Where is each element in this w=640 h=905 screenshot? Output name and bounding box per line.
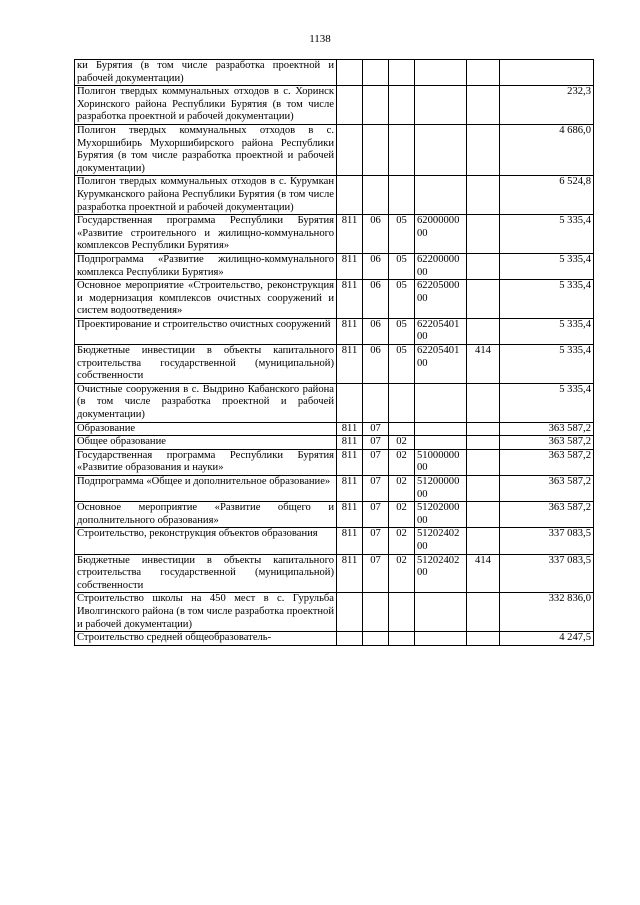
row-expense-type <box>467 422 500 436</box>
row-expense-type <box>467 60 500 86</box>
row-grbs: 811 <box>337 528 363 554</box>
row-subsection: 02 <box>389 554 415 593</box>
table-row <box>75 383 594 422</box>
row-subsection <box>389 632 415 646</box>
row-section <box>363 60 389 86</box>
table-row <box>75 502 594 528</box>
row-grbs <box>337 383 363 422</box>
row-target-article <box>415 383 467 422</box>
row-subsection <box>389 176 415 215</box>
table-row <box>75 176 594 215</box>
row-name: Основное мероприятие «Строительство, реконструкция и модернизация комплексов очистных сооружений и систем водоотведения» <box>75 280 337 319</box>
row-target-article <box>415 124 467 175</box>
row-amount: 5 335,4 <box>500 253 594 279</box>
row-section: 07 <box>363 502 389 528</box>
row-amount: 363 587,2 <box>500 449 594 475</box>
row-subsection <box>389 422 415 436</box>
table-row <box>75 60 594 86</box>
row-grbs: 811 <box>337 476 363 502</box>
row-amount <box>500 60 594 86</box>
row-name: ки Бурятия (в том числе разработка проектной и рабочей документации) <box>75 60 337 86</box>
table-row <box>75 476 594 502</box>
row-section: 07 <box>363 436 389 450</box>
row-target-article: 5120200000 <box>415 502 467 528</box>
row-name: Подпрограмма «Общее и дополнительное образование» <box>75 476 337 502</box>
row-grbs: 811 <box>337 215 363 254</box>
row-subsection: 02 <box>389 528 415 554</box>
row-subsection <box>389 124 415 175</box>
row-section <box>363 632 389 646</box>
row-grbs <box>337 124 363 175</box>
row-amount: 337 083,5 <box>500 554 594 593</box>
row-target-article: 6220000000 <box>415 253 467 279</box>
row-section <box>363 86 389 125</box>
row-name: Очистные сооружения в с. Выдрино Кабанского района (в том числе разработка проектной и рабочей документации) <box>75 383 337 422</box>
row-grbs <box>337 86 363 125</box>
row-amount: 5 335,4 <box>500 345 594 384</box>
row-grbs: 811 <box>337 436 363 450</box>
row-section: 06 <box>363 345 389 384</box>
row-target-article: 5120240200 <box>415 528 467 554</box>
row-amount: 363 587,2 <box>500 476 594 502</box>
row-name: Бюджетные инвестиции в объекты капитального строительства государственной (муниципальной) собственности <box>75 554 337 593</box>
row-subsection: 05 <box>389 345 415 384</box>
table-row <box>75 253 594 279</box>
row-grbs: 811 <box>337 422 363 436</box>
row-expense-type <box>467 449 500 475</box>
row-section: 06 <box>363 253 389 279</box>
row-amount: 332 836,0 <box>500 593 594 632</box>
row-expense-type <box>467 253 500 279</box>
row-expense-type <box>467 280 500 319</box>
row-section: 07 <box>363 422 389 436</box>
row-target-article: 5100000000 <box>415 449 467 475</box>
row-target-article: 6220500000 <box>415 280 467 319</box>
row-name: Полигон твердых коммунальных отходов в с. Мухоршибирь Мухоршибирского района Республики Бурятия (в том числе разработка проектной и рабочей документации) <box>75 124 337 175</box>
row-target-article <box>415 86 467 125</box>
row-name: Образование <box>75 422 337 436</box>
table-row <box>75 593 594 632</box>
budget-table <box>74 59 594 646</box>
row-amount: 5 335,4 <box>500 215 594 254</box>
row-grbs <box>337 593 363 632</box>
table-row <box>75 86 594 125</box>
row-subsection: 02 <box>389 476 415 502</box>
row-target-article <box>415 60 467 86</box>
row-name: Проектирование и строительство очистных сооружений <box>75 318 337 344</box>
table-row <box>75 436 594 450</box>
page-number: 1138 <box>309 33 331 45</box>
row-amount: 5 335,4 <box>500 318 594 344</box>
row-section: 07 <box>363 528 389 554</box>
row-grbs <box>337 176 363 215</box>
table-row <box>75 345 594 384</box>
row-expense-type <box>467 502 500 528</box>
row-section: 06 <box>363 318 389 344</box>
row-subsection <box>389 593 415 632</box>
row-expense-type <box>467 124 500 175</box>
row-expense-type <box>467 215 500 254</box>
row-subsection: 05 <box>389 318 415 344</box>
row-amount: 337 083,5 <box>500 528 594 554</box>
table-row <box>75 449 594 475</box>
table-row <box>75 318 594 344</box>
row-name: Основное мероприятие «Развитие общего и дополнительного образования» <box>75 502 337 528</box>
row-section <box>363 593 389 632</box>
row-expense-type: 414 <box>467 554 500 593</box>
table-row <box>75 528 594 554</box>
row-target-article <box>415 593 467 632</box>
row-section: 06 <box>363 215 389 254</box>
row-amount: 363 587,2 <box>500 422 594 436</box>
row-expense-type: 414 <box>467 345 500 384</box>
row-target-article: 5120240200 <box>415 554 467 593</box>
table-row <box>75 280 594 319</box>
row-name: Общее образование <box>75 436 337 450</box>
row-subsection: 05 <box>389 253 415 279</box>
row-grbs: 811 <box>337 253 363 279</box>
row-name: Полигон твердых коммунальных отходов в с. Хоринск Хоринского района Республики Бурятия (в том числе разработка проектной и рабочей документации) <box>75 86 337 125</box>
row-grbs: 811 <box>337 280 363 319</box>
row-expense-type <box>467 436 500 450</box>
row-grbs: 811 <box>337 345 363 384</box>
row-grbs <box>337 60 363 86</box>
row-subsection <box>389 383 415 422</box>
row-amount: 5 335,4 <box>500 280 594 319</box>
row-grbs <box>337 632 363 646</box>
row-subsection: 02 <box>389 449 415 475</box>
row-amount: 363 587,2 <box>500 502 594 528</box>
row-target-article <box>415 632 467 646</box>
row-name: Бюджетные инвестиции в объекты капитального строительства государственной (муниципальной) собственности <box>75 345 337 384</box>
table-row <box>75 554 594 593</box>
row-name: Строительство средней общеобразователь- <box>75 632 337 646</box>
row-grbs: 811 <box>337 449 363 475</box>
row-name: Строительство, реконструкция объектов образования <box>75 528 337 554</box>
row-section: 06 <box>363 280 389 319</box>
row-amount: 363 587,2 <box>500 436 594 450</box>
row-expense-type <box>467 383 500 422</box>
row-grbs: 811 <box>337 318 363 344</box>
row-expense-type <box>467 476 500 502</box>
row-amount: 6 524,8 <box>500 176 594 215</box>
row-grbs: 811 <box>337 502 363 528</box>
row-name: Государственная программа Республики Бурятия «Развитие образования и науки» <box>75 449 337 475</box>
row-expense-type <box>467 318 500 344</box>
row-subsection: 05 <box>389 280 415 319</box>
row-name: Подпрограмма «Развитие жилищно-коммунального комплекса Республики Бурятия» <box>75 253 337 279</box>
row-subsection: 02 <box>389 502 415 528</box>
row-subsection: 05 <box>389 215 415 254</box>
row-grbs: 811 <box>337 554 363 593</box>
row-amount: 4 247,5 <box>500 632 594 646</box>
row-expense-type <box>467 176 500 215</box>
row-amount: 232,3 <box>500 86 594 125</box>
row-section <box>363 124 389 175</box>
row-name: Строительство школы на 450 мест в с. Гурульба Иволгинского района (в том числе разработка проектной и рабочей документации) <box>75 593 337 632</box>
row-target-article: 6220540100 <box>415 345 467 384</box>
row-target-article <box>415 422 467 436</box>
row-subsection <box>389 86 415 125</box>
row-section: 07 <box>363 476 389 502</box>
table-row <box>75 422 594 436</box>
row-target-article: 6220540100 <box>415 318 467 344</box>
row-section: 07 <box>363 449 389 475</box>
table-row <box>75 632 594 646</box>
row-section <box>363 383 389 422</box>
row-name: Государственная программа Республики Бурятия «Развитие строительного и жилищно-коммунального комплексов Республики Бурятия» <box>75 215 337 254</box>
row-subsection <box>389 60 415 86</box>
row-amount: 5 335,4 <box>500 383 594 422</box>
row-target-article: 6200000000 <box>415 215 467 254</box>
row-target-article <box>415 436 467 450</box>
row-target-article <box>415 176 467 215</box>
table-row <box>75 215 594 254</box>
row-subsection: 02 <box>389 436 415 450</box>
row-expense-type <box>467 632 500 646</box>
row-section <box>363 176 389 215</box>
table-row <box>75 124 594 175</box>
row-name: Полигон твердых коммунальных отходов в с. Курумкан Курумканского района Республики Бурятия (в том числе разработка проектной и рабочей документации) <box>75 176 337 215</box>
row-amount: 4 686,0 <box>500 124 594 175</box>
row-expense-type <box>467 593 500 632</box>
row-expense-type <box>467 528 500 554</box>
row-section: 07 <box>363 554 389 593</box>
row-expense-type <box>467 86 500 125</box>
row-target-article: 5120000000 <box>415 476 467 502</box>
